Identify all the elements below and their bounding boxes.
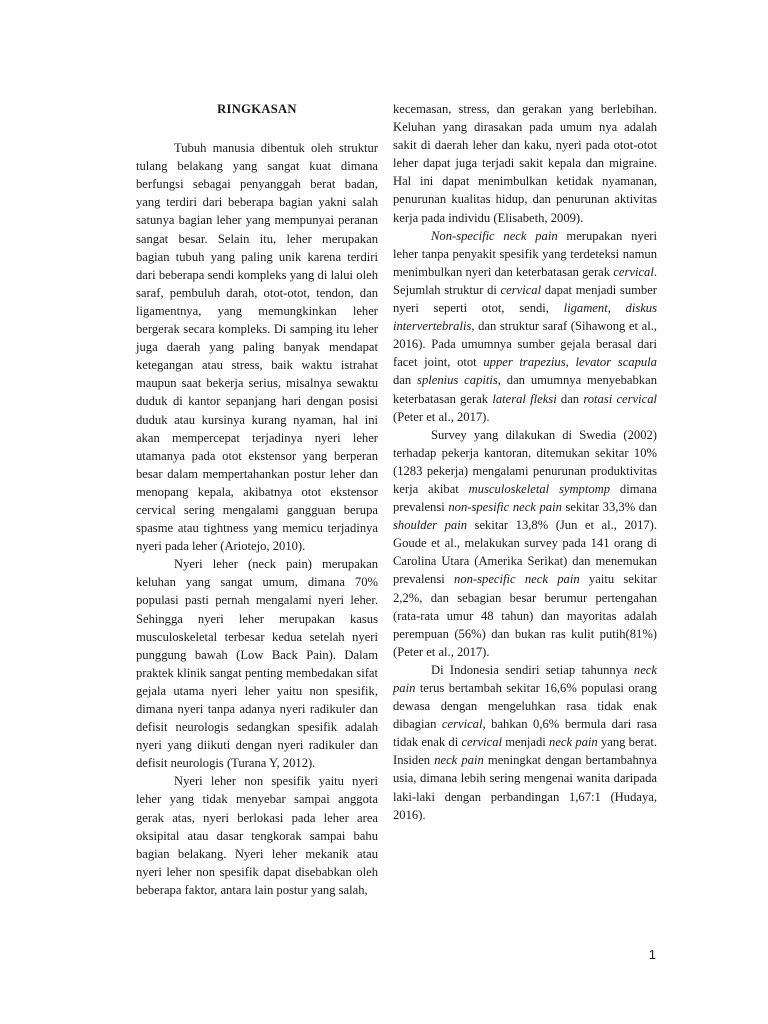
text-run: shoulder pain bbox=[393, 518, 468, 533]
text-run: sekitar 13,8% (Jun et al., 2017). Goude et al., melakukan survey pada 141 orang di Carolina Utara (Amerika Serikat) dan menemukan prevalensi bbox=[393, 518, 658, 587]
text-run: (Peter et al., 2017). bbox=[393, 409, 490, 424]
text-run: dan struktur saraf (Sihawong et al., 2016). Pada umumnya sumber gejala berasal dari facet joint, otot bbox=[393, 319, 657, 370]
text-run: musculoskeletal symptomp bbox=[468, 481, 611, 496]
right-column bbox=[393, 100, 657, 824]
text-run: Non-specific neck pain bbox=[431, 228, 558, 243]
text-run: neck pain bbox=[393, 662, 657, 695]
text-run: lateral fleksi bbox=[492, 391, 557, 406]
paragraph bbox=[393, 661, 657, 824]
text-run: cervical bbox=[461, 735, 502, 750]
text-run: dapat menjadi sumber nyeri seperti otot, sendi, bbox=[393, 282, 657, 316]
paragraph: Nyeri leher non spesifik yaitu nyeri leher yang tidak menyebar sampai anggota gerak atas, nyeri berlokasi pada leher area oksipital atau dasar tengkorak sampai bahu bagian belakang. Nyeri leher mekanik atau nyeri leher non spesifik dapat disebabkan oleh beberapa faktor, antara lain postur yang salah, bbox=[136, 774, 378, 897]
text-run: non-spesific neck pain bbox=[448, 500, 562, 515]
text-run: dan bbox=[556, 391, 584, 406]
text-run: upper trapezius, levator scapula bbox=[483, 355, 657, 370]
text-run: sekitar 33,3% dan bbox=[561, 500, 657, 515]
paragraph bbox=[393, 426, 657, 661]
text-run: , bahkan 0,6% bermula dari rasa tidak enak di bbox=[393, 717, 658, 750]
paragraph bbox=[393, 227, 657, 426]
text-run: cervical bbox=[500, 282, 542, 297]
text-run: merupakan nyeri leher tanpa penyakit spesifik yang terdeteksi namun menimbulkan nyeri dan keterbatasan gerak bbox=[393, 228, 657, 279]
text-run: dan bbox=[393, 373, 418, 388]
section-heading: RINGKASAN bbox=[217, 102, 297, 116]
text-run: rotasi cervical bbox=[583, 391, 658, 406]
text-run: splenius capitis bbox=[417, 373, 498, 388]
text-run: terus bertambah sekitar 16,6% populasi orang dewasa dengan mengeluhkan rasa tidak enak dibagian bbox=[393, 681, 657, 732]
text-run: , dan umumnya menyebabkan keterbatasan gerak bbox=[393, 373, 657, 406]
text-run: dimana prevalensi bbox=[393, 481, 657, 515]
paragraph: Nyeri leher (neck pain) merupakan keluhan yang sangat umum, dimana 70% populasi pasti pernah mengalami nyeri leher. Sehingga nyeri leher merupakan kasus musculoskeletal terbesar kedua setelah nyeri punggung bawah (Low Back Pain). Dalam praktek klinik sangat penting membedakan sifat gejala utama nyeri leher yaitu non spesifik, dimana nyeri tanpa adanya nyeri radikuler dan defisit neurologis sedangkan spesifik adalah nyeri yang diikuti dengan nyeri radikuler dan defisit neurologis (Turana Y, 2012). bbox=[136, 557, 378, 771]
text-run: neck pain bbox=[434, 753, 484, 768]
text-run: . Sejumlah struktur di bbox=[393, 264, 657, 297]
text-run: non-specific neck pain bbox=[454, 572, 580, 587]
text-run: yaitu sekitar 2,2%, dan sebagian besar berumur pertengahan (rata-rata umur 48 tahun) dan mayoritas adalah perempuan (56%) dan bukan ras kulit putih(81%) (Peter et al., 2017). bbox=[393, 572, 657, 659]
text-run: yang berat. Insiden bbox=[393, 735, 657, 768]
text-run: Di Indonesia sendiri setiap tahunnya bbox=[431, 662, 634, 677]
text-run: meningkat dengan bertambahnya usia, dimana lebih sering mengenai wanita daripada laki-laki dengan perbandingan 1,67:1 (Hudaya, 2016). bbox=[393, 753, 657, 822]
text-run: Survey yang dilakukan di Swedia (2002) terhadap pekerja kantoran, ditemukan sekitar 10% (1283 pekerja) mengalami penurunan produktivitas kerja akibat bbox=[393, 427, 657, 496]
text-run: neck pain bbox=[549, 735, 598, 750]
text-run: cervical bbox=[613, 264, 654, 279]
text-run: cervical bbox=[441, 717, 483, 732]
page-number: 1 bbox=[648, 947, 656, 962]
paragraph: kecemasan, stress, dan gerakan yang berlebihan. Keluhan yang dirasakan pada umum nya adalah sakit di daerah leher dan kaku, nyeri pada otot-otot leher dapat juga terjadi sakit kepala dan migraine. Hal ini dapat menimbulkan ketidak nyamanan, penurunan kualitas hidup, dan penurunan aktivitas kerja pada individu (Elisabeth, 2009). bbox=[393, 102, 657, 225]
paragraph: Tubuh manusia dibentuk oleh struktur tulang belakang yang sangat kuat dimana berfungsi sebagai penyanggah berat badan, yang terdiri dari beberapa bagian yakni salah satunya bagian leher yang mempunyai peranan sangat besar. Selain itu, leher merupakan bagian tubuh yang paling unik karena terdiri dari beberapa sendi kompleks yang di lalui oleh saraf, pembuluh darah, otot-otot, tendon, dan ligamentnya, yang memungkinkan leher bergerak secara kompleks. Di samping itu leher juga daerah yang paling banyak mendapat ketegangan atau stress, baik waktu istrahat maupun saat bekerja serius, misalnya sewaktu duduk di kantor sepanjang hari dengan posisi duduk atau kursinya kurang nyaman, hal ini akan mempercepat terjadinya nyeri leher utamanya pada otot ekstensor yang berperan besar dalam mempertahankan postur leher dan menopang kepala, akibatnya otot ekstensor cervical sering mengalami gangguan berupa spasme atau tightness yang memicu terjadinya nyeri pada leher (Ariotejo, 2010). bbox=[136, 141, 378, 554]
text-run: menjadi bbox=[502, 735, 550, 750]
left-column bbox=[136, 100, 378, 899]
text-run: ligament, diskus intervertebralis, bbox=[393, 301, 658, 334]
